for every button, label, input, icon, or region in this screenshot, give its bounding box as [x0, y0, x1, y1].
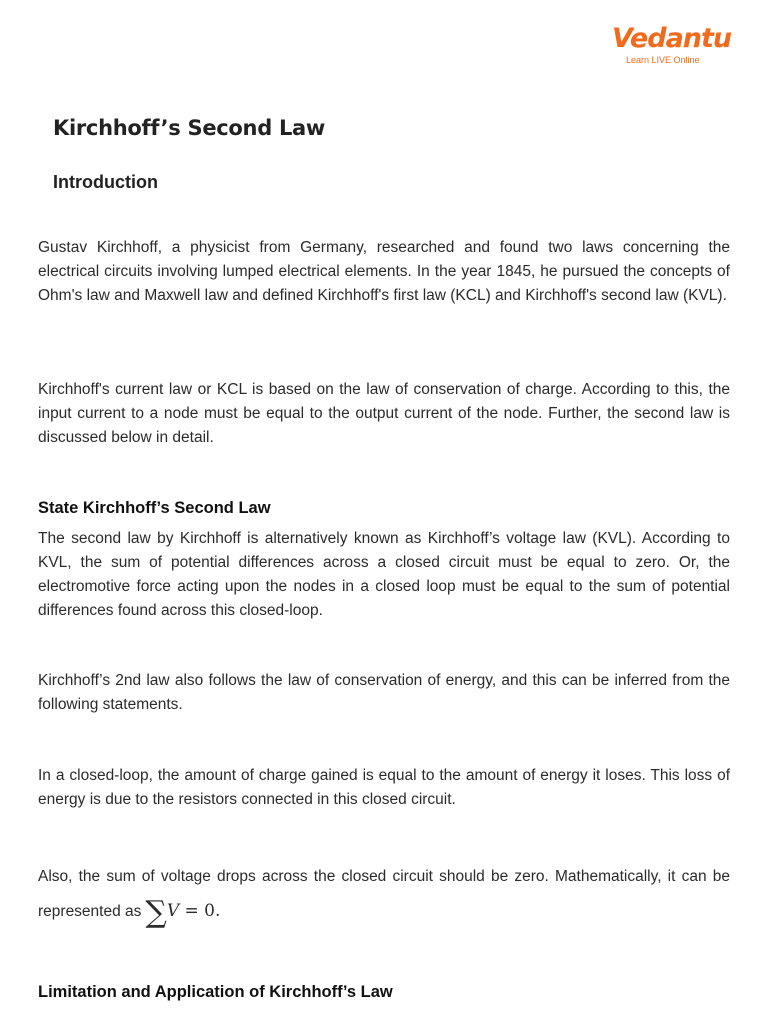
- equation-variable: V: [166, 901, 180, 921]
- paragraph-equation: [38, 860, 730, 930]
- page-title: Kirchhoff’s Second Law: [53, 116, 325, 140]
- paragraph-state-law-2: Kirchhoff’s 2nd law also follows the law of conservation of energy, and this can be inferred from the following statements.: [38, 672, 730, 713]
- section-heading-state-law: State Kirchhoff’s Second Law: [38, 499, 271, 517]
- section-heading-introduction: Introduction: [53, 172, 158, 192]
- logo-tagline: Learn LIVE Online: [626, 55, 700, 65]
- section-heading-limitation: Limitation and Application of Kirchhoff’s Law: [38, 983, 393, 1001]
- paragraph-intro-1: Gustav Kirchhoff, a physicist from Germany, researched and found two laws concerning the electrical circuits involving lumped electrical elements. In the year 1845, he pursued the concepts of Ohm's law and Maxwell law and defined Kirchhoff's first law (KCL) and Kirchhoff's second law (KVL).: [38, 239, 730, 304]
- vedantu-logo: [612, 22, 732, 65]
- kvl-equation: [145, 895, 221, 930]
- paragraph-intro-2: Kirchhoff's current law or KCL is based on the law of conservation of charge. According to this, the input current to a node must be equal to the output current of the node. Further, the second law is discussed below in detail.: [38, 381, 730, 446]
- logo-wordmark: Vedantu: [612, 23, 732, 54]
- paragraph-state-law-3: In a closed-loop, the amount of charge gained is equal to the amount of energy it loses. This loss of energy is due to the resistors connected in this closed circuit.: [38, 767, 730, 808]
- paragraph-state-law-1: The second law by Kirchhoff is alternatively known as Kirchhoff’s voltage law (KVL). According to KVL, the sum of potential differences across a closed circuit must be equal to zero. Or, the electromotive force acting upon the nodes in a closed loop must be equal to the sum of potential differences found across this closed-loop.: [38, 530, 730, 619]
- sigma-symbol: ∑: [145, 895, 167, 930]
- equation-rest: = 0.: [179, 901, 221, 921]
- paragraph-equation-text: Also, the sum of voltage drops across the closed circuit should be zero. Mathematically, it can be represented as: [38, 868, 730, 920]
